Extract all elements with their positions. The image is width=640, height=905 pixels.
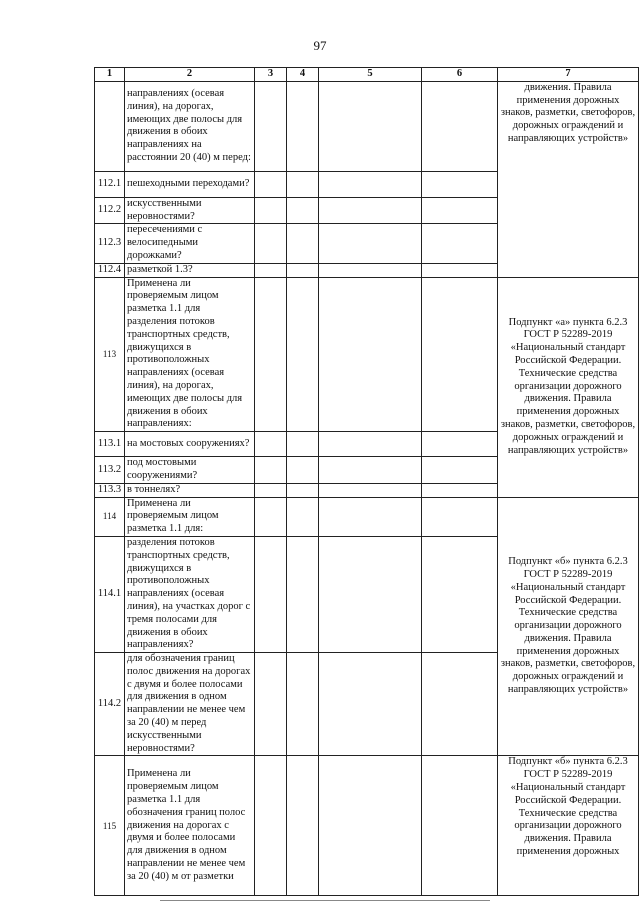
- answer-yes-cell: [255, 171, 287, 197]
- answer-no-cell: [287, 263, 319, 277]
- answer-yes-cell: [255, 653, 287, 756]
- question-text: искусственными неровностями?: [125, 197, 255, 224]
- answer-na-cell: [319, 483, 422, 497]
- answer-yes-cell: [255, 224, 287, 263]
- col-header-6: 6: [422, 68, 498, 82]
- table-row: [95, 497, 639, 536]
- comment-cell: [422, 171, 498, 197]
- question-text: Применена ли проверяемым лицом разметка 1.1 для:: [125, 497, 255, 536]
- answer-na-cell: [319, 653, 422, 756]
- comment-cell: [422, 536, 498, 652]
- row-number: 113.3: [95, 483, 125, 497]
- col-header-2: 2: [125, 68, 255, 82]
- reference-cell: Подпункт «б» пункта 6.2.3 ГОСТ Р 52289-2019 «Национальный стандарт Российской Федерации. Технические средства организации дорожного движения. Правила применения дорожных: [498, 756, 639, 896]
- answer-yes-cell: [255, 497, 287, 536]
- question-text: направлениях (осевая линия), на дорогах, имеющих две полосы для движения в обоих направлениях на расстоянии 20 (40) м перед:: [125, 81, 255, 171]
- checklist-table: [94, 67, 639, 896]
- row-number: 112.3: [95, 224, 125, 263]
- answer-na-cell: [319, 756, 422, 896]
- answer-no-cell: [287, 224, 319, 263]
- comment-cell: [422, 483, 498, 497]
- col-header-3: 3: [255, 68, 287, 82]
- answer-na-cell: [319, 497, 422, 536]
- comment-cell: [422, 277, 498, 432]
- answer-na-cell: [319, 224, 422, 263]
- row-number: 112.4: [95, 263, 125, 277]
- page-bottom-divider: [160, 900, 490, 901]
- answer-na-cell: [319, 197, 422, 224]
- answer-no-cell: [287, 197, 319, 224]
- row-number: 114.1: [95, 536, 125, 652]
- comment-cell: [422, 263, 498, 277]
- table-row: [95, 277, 639, 432]
- comment-cell: [422, 457, 498, 484]
- header-row: [95, 68, 639, 82]
- question-text: для обозначения границ полос движения на дорогах с двумя и более полосами для движения в одном направлении не менее чем за 20 (40) м перед искусственными неровностями?: [125, 653, 255, 756]
- col-header-4: 4: [287, 68, 319, 82]
- comment-cell: [422, 81, 498, 171]
- answer-no-cell: [287, 536, 319, 652]
- page-number: 97: [313, 38, 327, 53]
- answer-no-cell: [287, 432, 319, 457]
- answer-yes-cell: [255, 457, 287, 484]
- row-number: 113.1: [95, 432, 125, 457]
- question-text: пересечениями с велосипедными дорожками?: [125, 224, 255, 263]
- question-text: под мостовыми сооружениями?: [125, 457, 255, 484]
- answer-yes-cell: [255, 277, 287, 432]
- answer-na-cell: [319, 263, 422, 277]
- question-text: в тоннелях?: [125, 483, 255, 497]
- row-number: 113.2: [95, 457, 125, 484]
- table-row: [95, 81, 639, 171]
- comment-cell: [422, 197, 498, 224]
- answer-no-cell: [287, 756, 319, 896]
- answer-na-cell: [319, 457, 422, 484]
- col-header-5: 5: [319, 68, 422, 82]
- answer-na-cell: [319, 277, 422, 432]
- question-text: на мостовых сооружениях?: [125, 432, 255, 457]
- question-text: разделения потоков транспортных средств, движущихся в противоположных направлениях (осевая линия), на участках дорог с тремя полосами для движения в обоих направлениях?: [125, 536, 255, 652]
- answer-na-cell: [319, 171, 422, 197]
- comment-cell: [422, 497, 498, 536]
- answer-yes-cell: [255, 263, 287, 277]
- answer-na-cell: [319, 81, 422, 171]
- reference-cell: Подпункт «а» пункта 6.2.3 ГОСТ Р 52289-2019 «Национальный стандарт Российской Федерации. Технические средства организации дорожного движения. Правила применения дорожных знаков, разметки, светофоров, дорожных ограждений и направляющих устройств»: [498, 277, 639, 497]
- answer-yes-cell: [255, 81, 287, 171]
- comment-cell: [422, 224, 498, 263]
- answer-no-cell: [287, 171, 319, 197]
- row-number: 112.1: [95, 171, 125, 197]
- answer-na-cell: [319, 536, 422, 652]
- comment-cell: [422, 432, 498, 457]
- answer-no-cell: [287, 497, 319, 536]
- question-text: разметкой 1.3?: [125, 263, 255, 277]
- answer-no-cell: [287, 457, 319, 484]
- col-header-1: 1: [95, 68, 125, 82]
- row-number: 112.2: [95, 197, 125, 224]
- answer-na-cell: [319, 432, 422, 457]
- comment-cell: [422, 653, 498, 756]
- answer-yes-cell: [255, 536, 287, 652]
- answer-no-cell: [287, 653, 319, 756]
- answer-no-cell: [287, 483, 319, 497]
- question-text: Применена ли проверяемым лицом разметка 1.1 для разделения потоков транспортных средств, движущихся в противоположных направлениях (осевая линия), на дорогах, имеющих две полосы для движения в обоих направлениях:: [125, 277, 255, 432]
- row-number: 113: [95, 277, 125, 432]
- answer-no-cell: [287, 277, 319, 432]
- answer-yes-cell: [255, 432, 287, 457]
- comment-cell: [422, 756, 498, 896]
- col-header-7: 7: [498, 68, 639, 82]
- reference-cell: движения. Правила применения дорожных знаков, разметки, светофоров, дорожных ограждений и направляющих устройств»: [498, 81, 639, 277]
- answer-yes-cell: [255, 483, 287, 497]
- answer-no-cell: [287, 81, 319, 171]
- row-number: 114.2: [95, 653, 125, 756]
- question-text: Применена ли проверяемым лицом разметка 1.1 для обозначения границ полос движения на дорогах с двумя и более полосами для движения в одном направлении не менее чем за 20 (40) м от разметки: [125, 756, 255, 896]
- answer-yes-cell: [255, 756, 287, 896]
- question-text: пешеходными переходами?: [125, 171, 255, 197]
- table-row: [95, 756, 639, 896]
- row-number: 114: [95, 497, 125, 536]
- reference-cell: Подпункт «б» пункта 6.2.3 ГОСТ Р 52289-2019 «Национальный стандарт Российской Федерации. Технические средства организации дорожного движения. Правила применения дорожных знаков, разметки, светофоров, дорожных ограждений и направляющих устройств»: [498, 497, 639, 756]
- answer-yes-cell: [255, 197, 287, 224]
- row-number: 115: [95, 756, 125, 896]
- row-number: [95, 81, 125, 171]
